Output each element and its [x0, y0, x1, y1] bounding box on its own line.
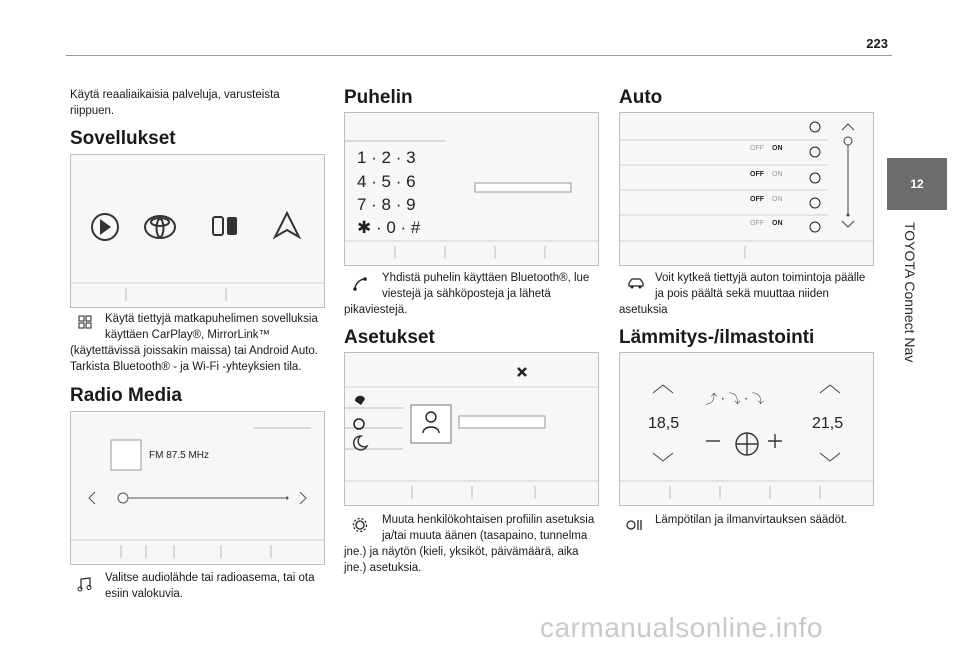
climate-text: Lämpötilan ja ilmanvirtauksen säädöt. [655, 514, 848, 526]
keypad-row-1[interactable]: 1 · 2 · 3 [357, 148, 416, 167]
toggle-4-on[interactable]: ON [772, 220, 783, 227]
apps-heading: Sovellukset [70, 128, 176, 149]
toggle-2-off[interactable]: OFF [750, 171, 764, 178]
settings-gear-icon [352, 517, 368, 538]
keypad-row-4[interactable]: ✱ · 0 · # [357, 218, 421, 237]
apps-text-4: Tarkista Bluetooth® - ja Wi-Fi -yhteyksien tila. [70, 361, 302, 373]
apps-text-1: Käytä tiettyjä matkapuhelimen sovelluksia [105, 313, 318, 325]
apps-screen-graphics [71, 155, 324, 307]
apps-text-3: (käytettävissä joissakin maissa) tai Android Auto. [70, 345, 319, 357]
toggle-1-on[interactable]: ON [772, 145, 783, 152]
auto-text-1: Voit kytkeä tiettyjä auton toimintoja päälle [655, 272, 866, 284]
apps-screen [70, 154, 325, 308]
apps-text-2: käyttäen CarPlay®, MirrorLink™ [105, 329, 271, 341]
keypad-row-3[interactable]: 7 · 8 · 9 [357, 195, 416, 214]
right-temperature[interactable]: 21,5 [812, 415, 844, 432]
settings-text-2: ja/tai muuta äänen (tasapaino, tunnelma [382, 530, 588, 542]
radio-screen [70, 411, 325, 565]
radio-screen-graphics [71, 412, 324, 564]
watermark: carmanualsonline.info [540, 612, 823, 643]
intro-text: Käytä reaaliaikaisia palveluja, varusteista riippuen. [70, 89, 280, 117]
settings-text-1: Muuta henkilökohtaisen profiilin asetuksia [382, 514, 595, 526]
settings-screen-graphics [345, 353, 598, 505]
toggle-1-off[interactable]: OFF [750, 145, 764, 152]
radio-heading: Radio Media [70, 385, 182, 406]
phone-handset-icon [352, 276, 368, 297]
toggle-3-on[interactable]: ON [772, 196, 783, 203]
climate-screen [619, 352, 874, 506]
phone-text-1: Yhdistä puhelin käyttäen Bluetooth®, lue [382, 272, 590, 284]
left-temperature[interactable]: 18,5 [648, 415, 680, 432]
settings-text-3: jne.) ja näytön (kieli, yksiköt, päivämäärä, aika [344, 546, 579, 558]
chapter-tab[interactable]: 12 [887, 158, 947, 210]
page-number: 223 [866, 36, 888, 51]
auto-heading: Auto [619, 87, 663, 108]
keypad-row-2[interactable]: 4 · 5 · 6 [357, 172, 416, 191]
phone-text-2: viestejä ja sähköposteja ja lähetä [382, 288, 551, 300]
auto-screen-graphics [620, 113, 873, 265]
auto-text-3: asetuksia [619, 304, 668, 316]
radio-frequency-label: FM 87.5 MHz [149, 450, 210, 461]
toggle-3-off[interactable]: OFF [750, 196, 764, 203]
radio-text-1: Valitse audiolähde tai radioasema, tai ota [105, 572, 315, 584]
phone-heading: Puhelin [344, 87, 413, 108]
sidebar-title: TOYOTA Connect Nav [902, 222, 918, 363]
auto-screen [619, 112, 874, 266]
radio-text-2: esiin valokuvia. [105, 588, 183, 600]
apps-grid-icon [78, 315, 92, 334]
toggle-2-on[interactable]: ON [772, 171, 783, 178]
settings-screen [344, 352, 599, 506]
auto-text-2: ja pois päältä sekä muuttaa niiden [655, 288, 829, 300]
svg-text:⤴ · ⤵ · ⤵: ⤴ · ⤵ · ⤵ [705, 392, 764, 406]
car-icon [627, 276, 645, 295]
header-rule [66, 55, 892, 56]
phone-text-3: pikaviestejä. [344, 304, 408, 316]
toggle-4-off[interactable]: OFF [750, 220, 764, 227]
phone-screen [344, 112, 599, 266]
climate-heading: Lämmitys-/ilmastointi [619, 327, 815, 348]
settings-text-4: jne.) asetuksia. [344, 562, 422, 574]
music-note-icon [77, 576, 93, 597]
climate-icon [626, 518, 646, 539]
settings-heading: Asetukset [344, 327, 435, 348]
